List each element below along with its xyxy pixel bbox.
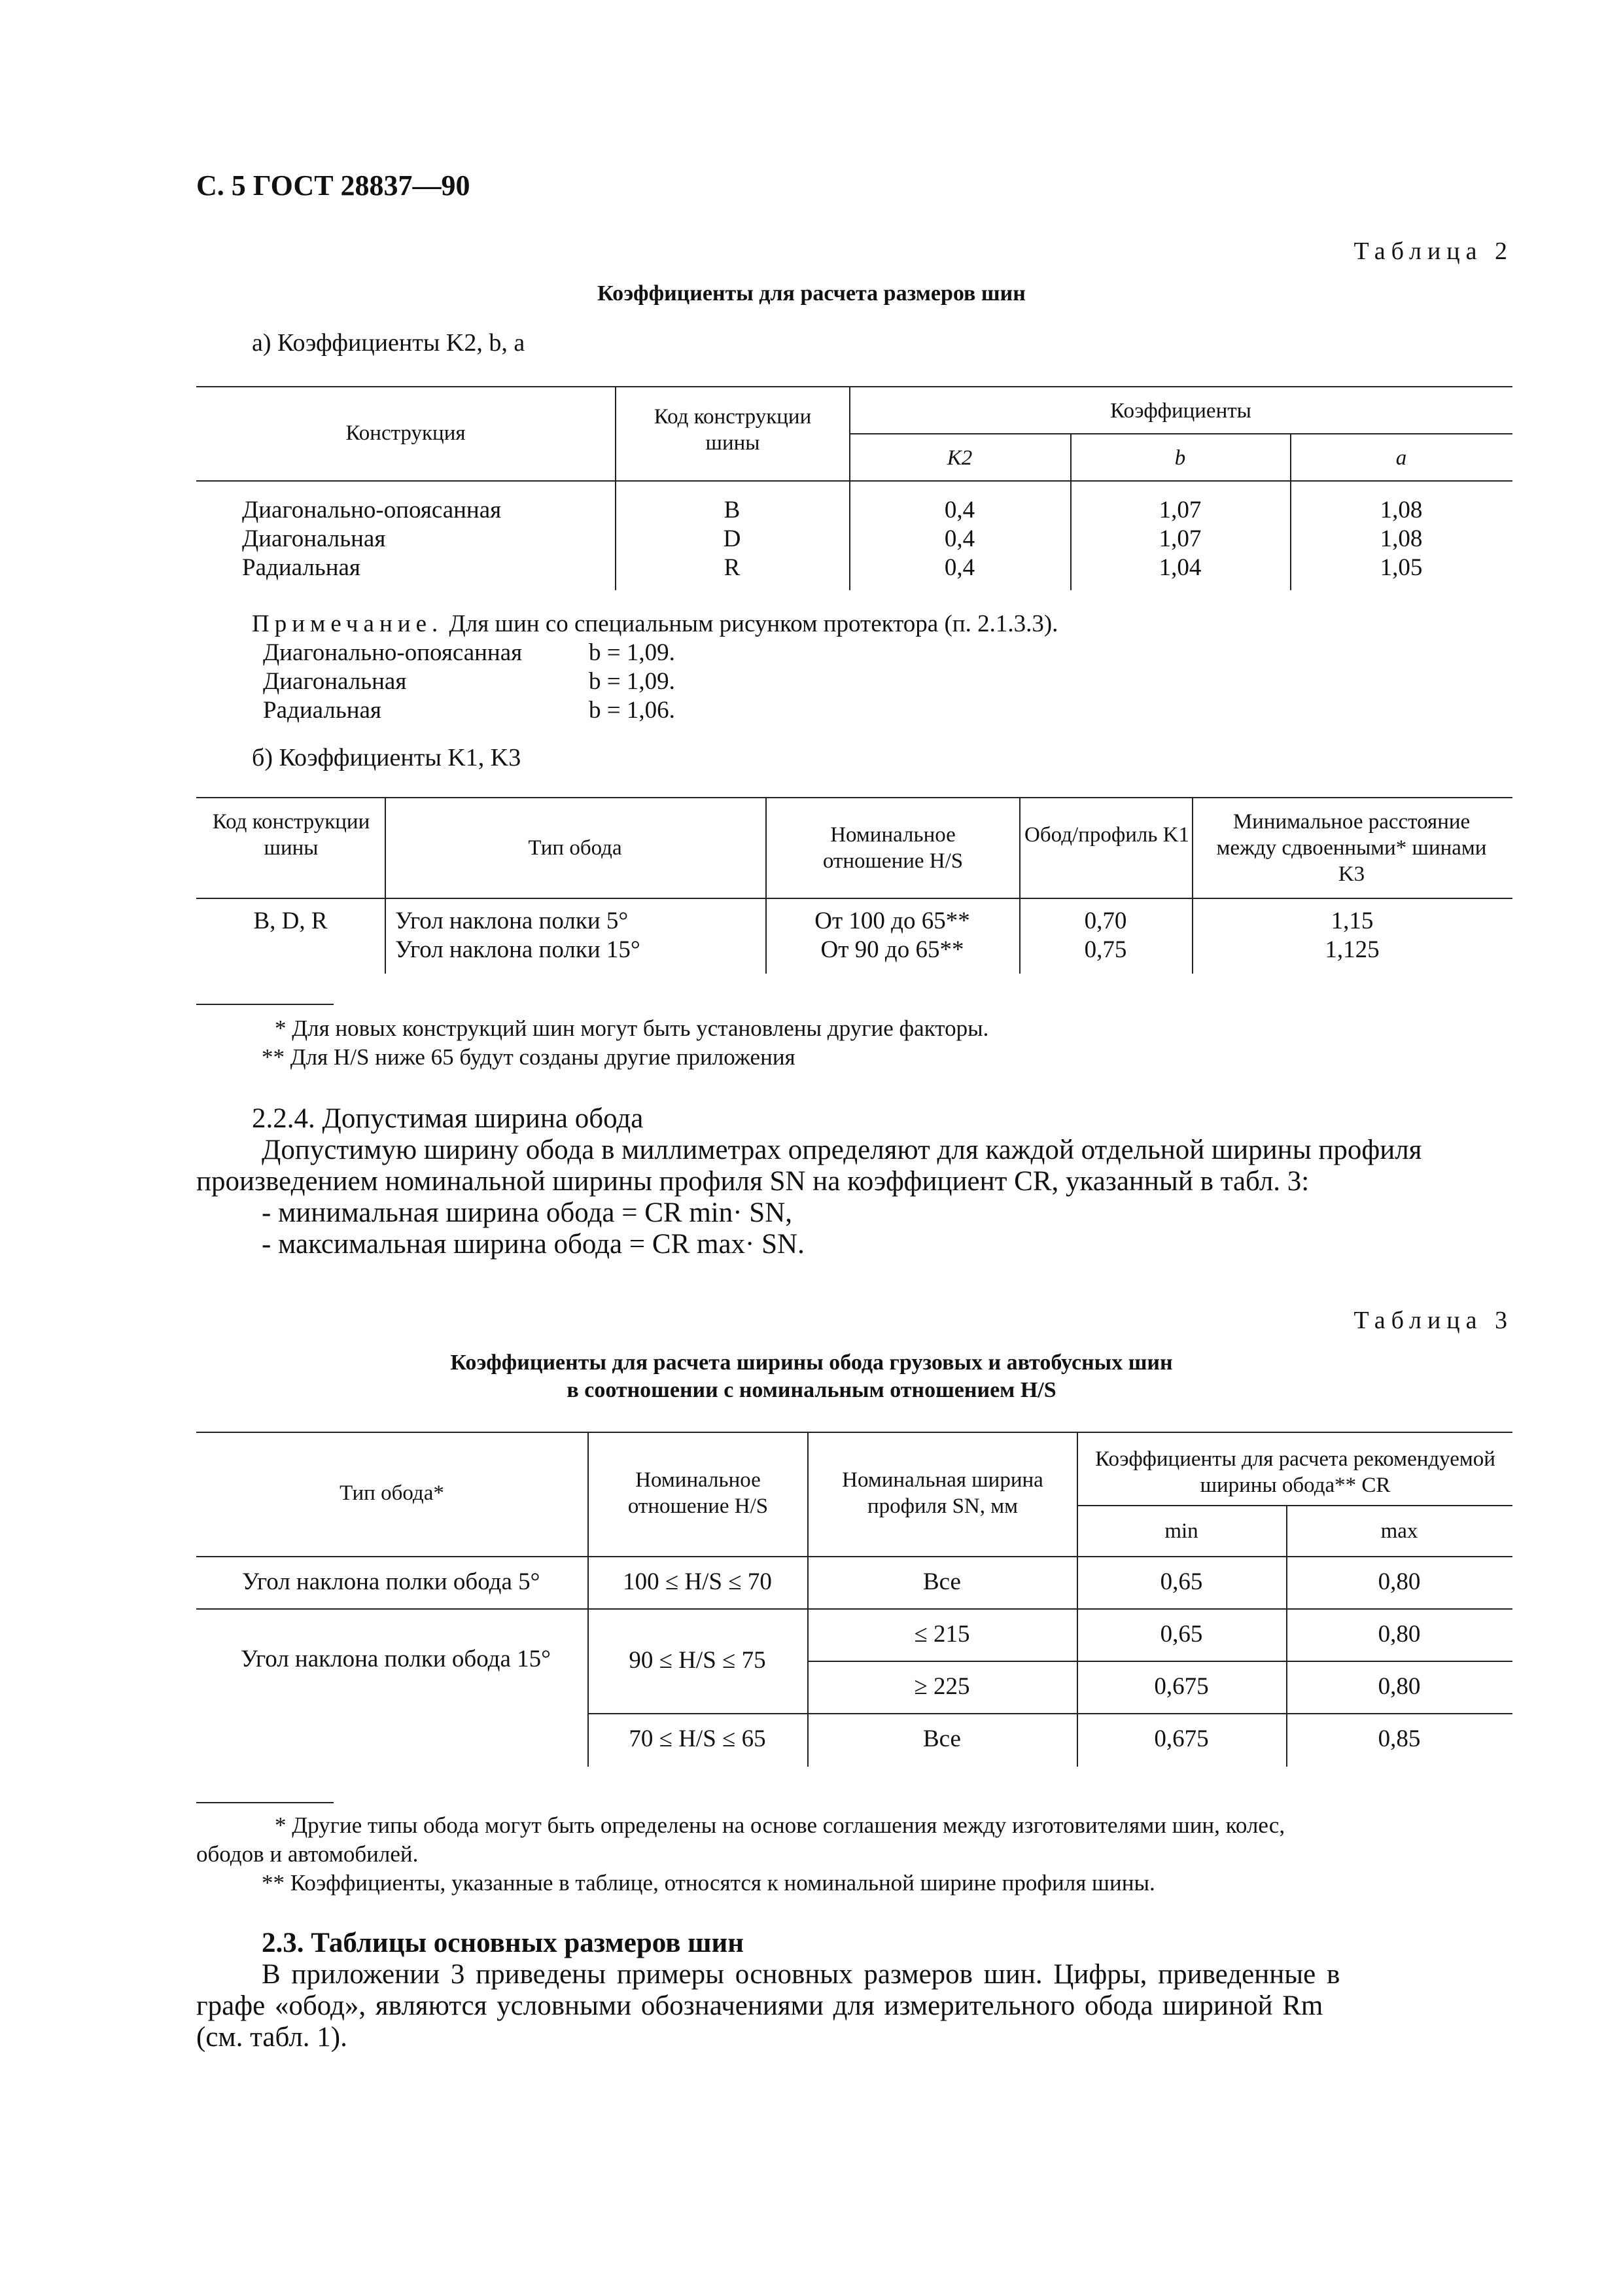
table-row-construction: Радиальная xyxy=(242,554,360,581)
list-item: - минимальная ширина обода = CR min· SN, xyxy=(262,1197,793,1228)
table-cell-width: Все xyxy=(923,1725,961,1752)
table2-part-a-heading: а) Коэффициенты K2, b, a xyxy=(252,329,525,357)
col-header-width: Номинальная ширина профиля SN, мм xyxy=(842,1468,1043,1518)
table-cell-max: 0,80 xyxy=(1378,1621,1421,1648)
table-cell-k3: 1,15 xyxy=(1331,908,1374,934)
table-cell-k1: 0,70 xyxy=(1084,908,1127,934)
note-row-name: Диагональная xyxy=(263,668,407,695)
table-row-construction: Диагональная xyxy=(242,525,386,552)
table-cell-a: 1,08 xyxy=(1380,497,1423,523)
table-cell-min: 0,675 xyxy=(1154,1673,1209,1700)
note-label: Примечание. xyxy=(252,610,444,637)
table-cell-rim-type: Угол наклона полки обода 15° xyxy=(241,1646,551,1672)
table-cell-ratio: 90 ≤ H/S ≤ 75 xyxy=(629,1647,766,1674)
table-cell-b: 1,04 xyxy=(1159,554,1202,581)
col-header-min: min xyxy=(1164,1519,1198,1543)
table-cell-width: ≥ 225 xyxy=(914,1673,970,1700)
col-header-distance: Минимальное расстояние между сдвоенными* шинами K3 xyxy=(1216,810,1487,886)
note-row-value: b = 1,09. xyxy=(589,639,675,666)
col-header-k2: K2 xyxy=(947,446,973,470)
table-cell-rim-type: Угол наклона полки обода 5° xyxy=(242,1568,540,1595)
col-header-construction: Конструкция xyxy=(345,421,466,445)
section-heading: 2.3. Таблицы основных размеров шин xyxy=(262,1928,744,1958)
table-cell-min: 0,65 xyxy=(1160,1621,1203,1648)
table3-sub-rule xyxy=(1077,1505,1512,1506)
note-text: Для шин со специальным рисунком протектора (п. 2.1.3.3). xyxy=(449,610,1058,637)
table-cell-k3: 1,125 xyxy=(1325,936,1380,963)
table-cell-b: 1,07 xyxy=(1159,497,1202,523)
table3-title: в соотношении с номинальным отношением H/S xyxy=(567,1378,1056,1402)
col-header-rim-type: Тип обода xyxy=(528,836,622,860)
col-header-code: Код конструкции шины xyxy=(654,405,812,455)
table-row-construction: Диагонально-опоясанная xyxy=(242,497,502,523)
list-item: - максимальная ширина обода = CR max· SN. xyxy=(262,1229,805,1260)
col-header-ratio: Номинальное отношение H/S xyxy=(822,823,964,873)
table-cell-max: 0,85 xyxy=(1378,1725,1421,1752)
col-header-max: max xyxy=(1380,1519,1418,1543)
table-row-code: D xyxy=(723,525,741,552)
table-cell-rim-type: Угол наклона полки 5° xyxy=(395,908,629,934)
paragraph-line: графе «обод», являются условными обозначениями для измерительного обода шириной Rm xyxy=(196,1990,1323,2021)
paragraph-line: произведением номинальной ширины профиля SN на коэффициент CR, указанный в табл. 3: xyxy=(196,1166,1310,1197)
table3-top-rule xyxy=(196,1432,1512,1433)
table2a-sub-rule xyxy=(849,433,1512,434)
table2-number: Таблица 2 xyxy=(1353,238,1513,265)
table3-title: Коэффициенты для расчета ширины обода грузовых и автобусных шин xyxy=(450,1351,1173,1375)
table-cell-b: 1,07 xyxy=(1159,525,1202,552)
table-cell-k2: 0,4 xyxy=(944,497,975,523)
col-header-ratio: Номинальное отношение H/S xyxy=(627,1468,769,1518)
table-cell-a: 1,08 xyxy=(1380,525,1423,552)
table-cell-ratio: 70 ≤ H/S ≤ 65 xyxy=(629,1725,766,1752)
table3-row-rule xyxy=(196,1608,1512,1610)
footnote: * Для новых конструкций шин могут быть установлены другие факторы. xyxy=(275,1016,989,1041)
footnote: * Другие типы обода могут быть определены на основе соглашения между изготовителями шин, колес, xyxy=(275,1812,1285,1838)
table-cell-width: Все xyxy=(923,1568,961,1595)
table-cell-k1: 0,75 xyxy=(1084,936,1127,963)
col-header-rim-type: Тип обода* xyxy=(340,1481,444,1505)
note-row-value: b = 1,09. xyxy=(589,668,675,695)
table-cell-code: B, D, R xyxy=(253,908,328,934)
table-cell-k2: 0,4 xyxy=(944,525,975,552)
table2b-top-rule xyxy=(196,797,1512,798)
footnote: ** Коэффициенты, указанные в таблице, относятся к номинальной ширине профиля шины. xyxy=(262,1870,1155,1896)
footnote: ** Для H/S ниже 65 будут созданы другие приложения xyxy=(262,1044,795,1070)
table2a-top-rule xyxy=(196,386,1512,387)
col-header-b: b xyxy=(1174,446,1186,470)
col-header-rim-profile: Обод/профиль K1 xyxy=(1024,823,1189,847)
paragraph-line: Допустимую ширину обода в миллиметрах определяют для каждой отдельной ширины профиля xyxy=(262,1135,1422,1165)
col-header-code: Код конструкции шины xyxy=(212,810,370,860)
table3-row-rule xyxy=(587,1713,1512,1714)
table-cell-max: 0,80 xyxy=(1378,1568,1421,1595)
note-row-name: Диагонально-опоясанная xyxy=(263,639,523,666)
table3-vline xyxy=(587,1432,589,1767)
table3-head-rule xyxy=(196,1556,1512,1557)
table-cell-ratio: От 90 до 65** xyxy=(820,936,964,963)
table3-number: Таблица 3 xyxy=(1353,1307,1513,1334)
table2a-head-rule xyxy=(196,480,1512,482)
table-cell-ratio: 100 ≤ H/S ≤ 70 xyxy=(623,1568,772,1595)
footnote-rule xyxy=(196,1004,334,1005)
table-cell-max: 0,80 xyxy=(1378,1673,1421,1700)
table-cell-min: 0,675 xyxy=(1154,1725,1209,1752)
table2-note xyxy=(252,610,1058,639)
table-cell-ratio: От 100 до 65** xyxy=(814,908,970,934)
table-cell-min: 0,65 xyxy=(1160,1568,1203,1595)
section-heading: 2.2.4. Допустимая ширина обода xyxy=(252,1103,644,1134)
table2b-vline xyxy=(385,797,386,974)
table2b-head-rule xyxy=(196,898,1512,899)
page-header: С. 5 ГОСТ 28837—90 xyxy=(196,169,470,202)
table-cell-width: ≤ 215 xyxy=(914,1621,970,1648)
table-row-code: B xyxy=(724,497,741,523)
col-header-coefficients: Коэффициенты xyxy=(1110,399,1251,423)
table2-title: Коэффициенты для расчета размеров шин xyxy=(597,281,1026,306)
table-cell-a: 1,05 xyxy=(1380,554,1423,581)
col-header-coefficients: Коэффициенты для расчета рекомендуемой ширины обода** CR xyxy=(1095,1447,1495,1497)
table2-part-b-heading: б) Коэффициенты K1, K3 xyxy=(252,744,521,771)
footnote-rule xyxy=(196,1802,334,1803)
note-row-name: Радиальная xyxy=(263,697,381,724)
col-header-a: a xyxy=(1395,446,1407,470)
table-cell-k2: 0,4 xyxy=(944,554,975,581)
paragraph-line: (см. табл. 1). xyxy=(196,2022,347,2053)
table-row-code: R xyxy=(724,554,741,581)
footnote: ободов и автомобилей. xyxy=(196,1841,419,1867)
table-cell-rim-type: Угол наклона полки 15° xyxy=(395,936,640,963)
table3-vline xyxy=(1077,1432,1078,1767)
note-row-value: b = 1,06. xyxy=(589,697,675,724)
paragraph-line: В приложении 3 приведены примеры основных размеров шин. Цифры, приведенные в xyxy=(262,1959,1340,1990)
table3-vline xyxy=(807,1432,809,1767)
table3-row-rule xyxy=(807,1661,1512,1662)
